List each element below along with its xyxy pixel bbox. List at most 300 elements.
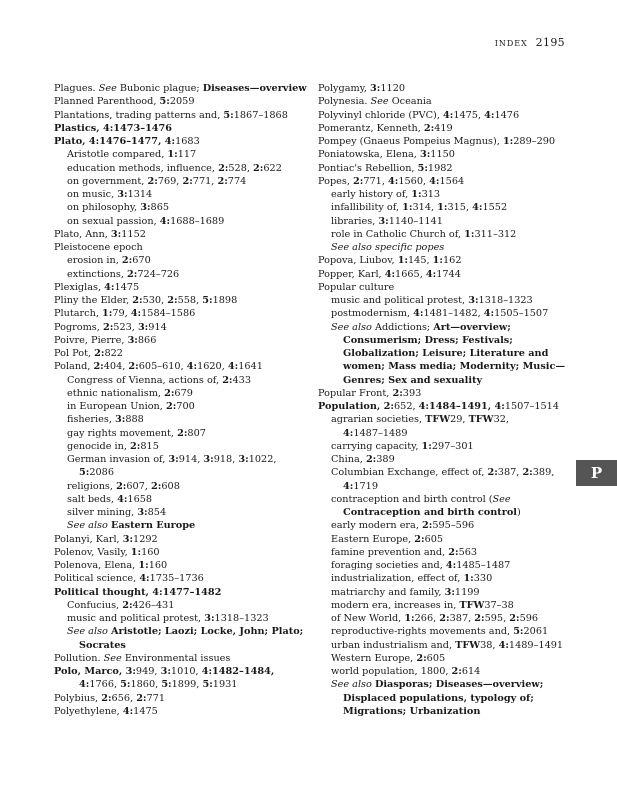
entry-text: 2:	[448, 546, 459, 558]
index-continuation	[318, 427, 568, 440]
entry-text: 3:	[117, 189, 128, 200]
entry-text: 4:	[442, 109, 454, 121]
entry-text: 558,	[177, 295, 203, 306]
entry-text: 389,	[532, 467, 555, 479]
entry-text: )	[516, 507, 521, 518]
entry-text: 1507–1514	[504, 401, 559, 412]
entry-text: Polynesia.	[318, 96, 371, 108]
entry-text: 5:	[202, 295, 213, 306]
entry-text: 4:	[494, 401, 505, 412]
index-entry	[54, 109, 306, 122]
index-subentry	[318, 228, 568, 241]
entry-text: 523,	[113, 321, 138, 333]
entry-text: Displaced populations, typology of;	[343, 692, 534, 704]
entry-text: Polybius,	[54, 692, 102, 704]
index-entry	[54, 586, 306, 599]
entry-text: 622	[263, 162, 282, 174]
entry-text: Pomerantz, Kenneth,	[318, 122, 424, 134]
index-continuation	[54, 678, 306, 691]
entry-text: 79,	[112, 308, 131, 320]
index-subentry	[54, 215, 306, 228]
entry-text: Aristotle; Laozi; Locke, John; Plato;	[110, 626, 304, 638]
entry-text: 2:	[487, 467, 498, 479]
entry-text: postmodernism,	[331, 308, 414, 320]
index-subentry	[54, 268, 306, 281]
entry-text: 2:	[136, 692, 147, 704]
entry-text: Consumerism; Dress; Festivals;	[343, 334, 513, 346]
entry-text: on sexual passion,	[67, 215, 160, 227]
entry-text: 1:	[437, 202, 448, 214]
entry-text: 822	[104, 348, 123, 359]
entry-text: See	[103, 652, 122, 664]
index-continuation	[318, 334, 568, 347]
entry-text: 4:	[130, 308, 142, 320]
entry-text: 1487–1489	[353, 427, 408, 439]
entry-text: 3:	[370, 83, 381, 94]
index-entry	[318, 281, 568, 294]
index-subentry	[318, 413, 568, 426]
entry-text: 426–431	[132, 599, 175, 611]
index-entry	[54, 95, 306, 108]
entry-text: 433	[232, 374, 252, 386]
entry-text: 4:	[343, 480, 354, 492]
entry-text: Polyethylene,	[54, 705, 123, 717]
index-subentry	[318, 440, 568, 453]
index-continuation	[318, 347, 568, 360]
entry-text: 1:	[432, 255, 443, 267]
entry-text: 807	[187, 427, 206, 439]
index-entry	[54, 692, 306, 705]
entry-text: Genres; Sex and sexuality	[343, 374, 483, 386]
entry-text: See also	[331, 321, 372, 333]
entry-text: 1152	[121, 228, 146, 240]
entry-text: 2086	[89, 467, 114, 479]
index-continuation	[318, 374, 568, 387]
entry-text: 1:	[421, 440, 432, 452]
entry-text: 4:	[429, 175, 440, 187]
index-subentry	[318, 639, 568, 652]
entry-text: 330	[473, 573, 493, 585]
entry-text: 1744	[436, 268, 461, 280]
entry-text: Planned Parenthood,	[54, 96, 160, 108]
entry-text: Diseases—overview	[202, 83, 307, 94]
entry-text: 700	[176, 401, 195, 412]
entry-text: 314,	[412, 202, 438, 214]
entry-text: 3:	[127, 334, 138, 346]
entry-text: Popes,	[318, 175, 354, 187]
index-entry	[54, 559, 306, 572]
index-entry	[318, 254, 568, 267]
entry-text: 266,	[414, 613, 440, 624]
entry-text: 1485–1487	[456, 560, 511, 571]
entry-text: 2:	[94, 348, 105, 359]
entry-text: 313	[421, 189, 441, 200]
entry-text: Plato, Ann,	[54, 228, 111, 240]
entry-text: 2:	[522, 467, 533, 479]
index-subentry	[54, 480, 306, 493]
entry-text: 2:	[132, 295, 143, 306]
entry-text: 914,	[178, 454, 204, 465]
entry-text: 160	[148, 560, 168, 571]
entry-text: matriarchy and family,	[331, 586, 445, 598]
entry-text: 605	[426, 652, 446, 664]
entry-text: 2:	[101, 692, 112, 704]
entry-text: genocide in,	[67, 440, 131, 452]
entry-text: 1641	[238, 361, 263, 373]
index-entry	[54, 572, 306, 585]
entry-text: Pliny the Elder,	[54, 295, 133, 306]
index-subentry	[54, 625, 306, 638]
entry-text: 2:	[128, 361, 139, 373]
entry-text: 3:	[203, 454, 214, 465]
entry-text: of New World,	[331, 613, 405, 624]
index-entry	[318, 95, 568, 108]
entry-text: fisheries,	[67, 414, 115, 426]
index-column-left	[54, 82, 306, 718]
entry-text: 1688–1689	[170, 215, 225, 227]
index-subentry	[54, 440, 306, 453]
entry-text: carrying capacity,	[331, 440, 422, 452]
entry-text: 865	[150, 202, 170, 214]
entry-text: TFW	[459, 599, 485, 611]
index-continuation	[54, 466, 306, 479]
entry-text: Poivre, Pierre,	[54, 334, 128, 346]
index-subentry	[54, 599, 306, 612]
index-subentry	[318, 546, 568, 559]
index-entry	[54, 321, 306, 334]
entry-text: 2:	[165, 401, 177, 412]
entry-text: ethnic nationalism,	[67, 387, 165, 399]
entry-text: 1867–1868	[233, 109, 288, 121]
entry-text: Polanyi, Karl,	[54, 533, 123, 545]
entry-text: silver mining,	[67, 507, 138, 518]
entry-text: 2061	[523, 626, 549, 638]
index-entry	[54, 665, 306, 678]
entry-text: Plexiglas,	[54, 281, 105, 293]
entry-text: See also	[67, 626, 108, 638]
entry-text: 404,	[103, 361, 129, 373]
entry-text: 1475	[114, 281, 140, 293]
entry-text: 4:	[498, 639, 509, 651]
entry-text: modern era, increases in,	[331, 599, 460, 611]
entry-text: 866	[137, 334, 157, 346]
entry-text: 3:	[137, 321, 149, 333]
entry-text: 1564	[439, 175, 465, 187]
entry-text: 1560,	[398, 175, 430, 187]
entry-text: 607,	[126, 480, 152, 492]
index-subentry	[318, 307, 568, 320]
entry-text: 4:	[425, 268, 437, 280]
entry-text: 3:	[168, 454, 179, 465]
index-entry	[318, 162, 568, 175]
entry-text: in European Union,	[67, 401, 166, 412]
entry-text: 1140–1141	[388, 215, 443, 227]
entry-text: 1:	[402, 202, 413, 214]
index-entry	[318, 268, 568, 281]
entry-text: 1292	[133, 533, 158, 545]
page-number: 2195	[535, 36, 565, 49]
entry-text: 2:	[164, 387, 175, 399]
entry-text: 1475	[133, 705, 158, 717]
entry-text: 2:	[423, 122, 435, 134]
index-entry	[318, 122, 568, 135]
entry-text: 670	[132, 255, 151, 267]
entry-text: 1584–1586	[141, 308, 196, 320]
entry-text: 605–610,	[138, 361, 187, 373]
entry-text: foraging societies and,	[331, 560, 446, 571]
entry-text: 2:	[509, 613, 520, 624]
entry-text: 5:	[223, 109, 234, 121]
entry-text: 1766,	[89, 679, 121, 691]
entry-text: 1658	[127, 493, 153, 505]
index-subentry	[318, 321, 568, 334]
entry-text: 1:	[101, 308, 113, 320]
entry-text: Popper, Karl,	[318, 268, 385, 280]
entry-text: 5:	[513, 626, 524, 638]
index-subentry	[318, 652, 568, 665]
entry-text: 2:	[414, 533, 425, 545]
entry-text: Socrates	[79, 639, 126, 651]
entry-text: gay rights movement,	[67, 427, 178, 439]
index-subentry	[54, 162, 306, 175]
index-subentry	[318, 572, 568, 585]
entry-text: 311–312	[474, 228, 517, 240]
entry-text: early modern era,	[331, 520, 422, 532]
entry-text: Columbian Exchange, effect of,	[331, 467, 488, 479]
entry-text: 608	[161, 480, 180, 492]
index-subentry	[318, 665, 568, 678]
entry-text: 2:	[451, 666, 462, 677]
index-subentry	[54, 493, 306, 506]
entry-text: 1:	[130, 546, 142, 558]
index-entry	[318, 175, 568, 188]
entry-text: 2:	[422, 520, 433, 532]
entry-text: 3:	[238, 454, 249, 465]
entry-text: on philosophy,	[67, 202, 141, 214]
entry-text: famine prevention and,	[331, 546, 449, 558]
entry-text: 1505–1507	[494, 308, 549, 320]
entry-text: 1489–1491	[508, 639, 564, 651]
entry-text: Plantations, trading patterns and,	[54, 109, 224, 121]
entry-text: 419	[434, 122, 453, 134]
entry-text: TFW	[468, 414, 494, 426]
index-subentry	[318, 586, 568, 599]
entry-text: 4:	[483, 308, 495, 320]
entry-text: Poniatowska, Elena,	[318, 149, 420, 161]
entry-text: 3:	[110, 228, 122, 240]
entry-text: 4:	[384, 268, 396, 280]
entry-text: Polo, Marco,	[54, 666, 126, 677]
entry-text: 528,	[228, 162, 254, 174]
entry-text: Pogroms,	[54, 321, 103, 333]
index-entry	[54, 652, 306, 665]
entry-text: 5:	[79, 467, 90, 479]
entry-text: Poland,	[54, 361, 94, 373]
index-subentry	[54, 201, 306, 214]
index-subentry	[318, 678, 568, 691]
letter-thumb-tab: P	[576, 460, 617, 486]
entry-text: See	[492, 493, 511, 505]
entry-text: 605	[424, 533, 444, 545]
index-entry	[54, 281, 306, 294]
index-entry	[54, 228, 306, 241]
index-entry	[54, 533, 306, 546]
entry-text: 315,	[447, 202, 473, 214]
entry-text: 3:	[115, 414, 126, 426]
entry-text: 4:	[445, 560, 457, 571]
entry-text: religions,	[67, 480, 117, 492]
entry-text: contraception and birth control (	[331, 493, 493, 505]
entry-text: Popular Front,	[318, 387, 393, 399]
index-continuation	[318, 506, 568, 519]
entry-text: women; Mass media; Modernity; Music—	[343, 361, 566, 373]
entry-text: 145,	[408, 255, 433, 267]
entry-text: world population, 1800,	[331, 666, 452, 677]
entry-text: 1:	[411, 189, 422, 200]
index-subentry	[318, 533, 568, 546]
index-subentry	[54, 519, 306, 532]
entry-text: 4:	[164, 136, 176, 147]
entry-text: Migrations; Urbanization	[343, 705, 481, 717]
entry-text: 2:	[439, 613, 450, 624]
entry-text: 1475,	[453, 109, 485, 121]
entry-text: Congress of Vienna, actions of,	[67, 374, 223, 386]
entry-text: 297–301	[431, 440, 474, 452]
index-subentry	[54, 413, 306, 426]
entry-text: reproductive-rights movements and,	[331, 626, 514, 638]
entry-text: 2:	[130, 440, 141, 452]
entry-text: Polenova, Elena,	[54, 560, 139, 571]
entry-text: extinctions,	[67, 268, 128, 280]
entry-text: 1:	[463, 573, 474, 585]
entry-text: 918,	[213, 454, 239, 465]
index-subentry	[318, 215, 568, 228]
index-entry	[54, 122, 306, 135]
entry-text: 4:	[117, 493, 128, 505]
entry-text: 4:	[139, 573, 150, 585]
entry-text: 2:	[392, 387, 403, 399]
entry-text: 2:	[222, 374, 233, 386]
entry-text: 1150	[430, 149, 455, 161]
entry-text: 2:	[121, 255, 133, 267]
entry-text: 1899,	[171, 679, 203, 691]
index-subentry	[318, 241, 568, 254]
index-continuation	[318, 480, 568, 493]
entry-text: 37–38	[484, 599, 514, 611]
entry-text: industrialization, effect of,	[331, 573, 464, 585]
index-subentry	[318, 519, 568, 532]
index-entry	[318, 82, 568, 95]
index-subentry	[318, 559, 568, 572]
running-head-label: INDEX	[494, 39, 528, 48]
entry-text: 771,	[363, 175, 389, 187]
index-subentry	[318, 201, 568, 214]
entry-text: Art—overview;	[433, 321, 511, 333]
entry-text: salt beds,	[67, 493, 118, 505]
entry-text: TFW	[455, 639, 481, 651]
entry-text: Contraception and birth control	[343, 507, 517, 518]
entry-text: 2:	[102, 321, 114, 333]
index-subentry	[318, 625, 568, 638]
entry-text: 2:	[151, 480, 162, 492]
entry-text: 2:	[353, 175, 364, 187]
index-subentry	[318, 612, 568, 625]
index-entry	[54, 334, 306, 347]
entry-text: 1476	[494, 109, 520, 121]
entry-text: 5:	[161, 679, 172, 691]
entry-text: See also specific popes	[331, 242, 445, 253]
index-subentry	[54, 374, 306, 387]
entry-text: Pollution.	[54, 652, 104, 664]
entry-text: 1318–1323	[214, 613, 269, 624]
entry-text: 1:	[502, 136, 514, 147]
index-subentry	[318, 466, 568, 479]
entry-text: 1199	[454, 586, 480, 598]
entry-text: Popova, Liubov,	[318, 255, 398, 267]
entry-text: 1735–1736	[149, 573, 204, 585]
entry-text: 4:1484–1491,	[418, 401, 495, 412]
entry-text: 2:	[218, 162, 229, 174]
entry-text: 614	[461, 666, 481, 677]
entry-text: Confucius,	[67, 599, 123, 611]
entry-text: Plato, 4:1476–1477,	[54, 136, 165, 147]
entry-text: 595–596	[432, 520, 475, 532]
entry-text: 4:	[122, 705, 134, 717]
entry-text: 771,	[192, 175, 218, 187]
entry-text: Oceania	[388, 96, 432, 108]
index-entry	[54, 546, 306, 559]
index-entry	[318, 400, 568, 413]
index-subentry	[54, 254, 306, 267]
index-entry	[318, 387, 568, 400]
entry-text: 1:	[397, 255, 409, 267]
entry-text: 2:	[253, 162, 264, 174]
entry-text: 387,	[497, 467, 523, 479]
index-subentry	[54, 175, 306, 188]
entry-text: TFW	[425, 414, 451, 426]
entry-text: 4:	[104, 281, 115, 293]
entry-text: 4:	[413, 308, 424, 320]
entry-text: 949,	[135, 666, 161, 677]
running-head	[495, 36, 565, 49]
entry-text: 3:	[419, 149, 431, 161]
entry-text: 4:	[79, 679, 90, 691]
entry-text: 4:1482–1484,	[201, 666, 275, 677]
entry-text: 389	[376, 454, 395, 465]
entry-text: 3:	[160, 666, 171, 677]
entry-text: 5:	[120, 679, 131, 691]
entry-text: education methods, influence,	[67, 162, 219, 174]
entry-text: Environmental issues	[121, 652, 231, 664]
entry-text: 3:	[122, 533, 134, 545]
entry-text: See	[98, 83, 117, 94]
entry-text: agrarian societies,	[331, 414, 426, 426]
entry-text: 32,	[493, 414, 509, 426]
entry-text: 1010,	[170, 666, 202, 677]
entry-text: 2:	[365, 454, 377, 465]
entry-text: 652,	[394, 401, 419, 412]
entry-text: 854	[147, 507, 167, 518]
entry-text: Polyvinyl chloride (PVC),	[318, 109, 443, 121]
entry-text: 1719	[353, 480, 378, 492]
entry-text: 1931	[212, 679, 238, 691]
entry-text: See also	[67, 520, 108, 532]
entry-text: 5:	[159, 96, 170, 108]
entry-text: 2:	[122, 599, 133, 611]
entry-text: Popular culture	[318, 281, 395, 293]
entry-text: 1:	[167, 149, 178, 161]
entry-text: 1860,	[130, 679, 162, 691]
